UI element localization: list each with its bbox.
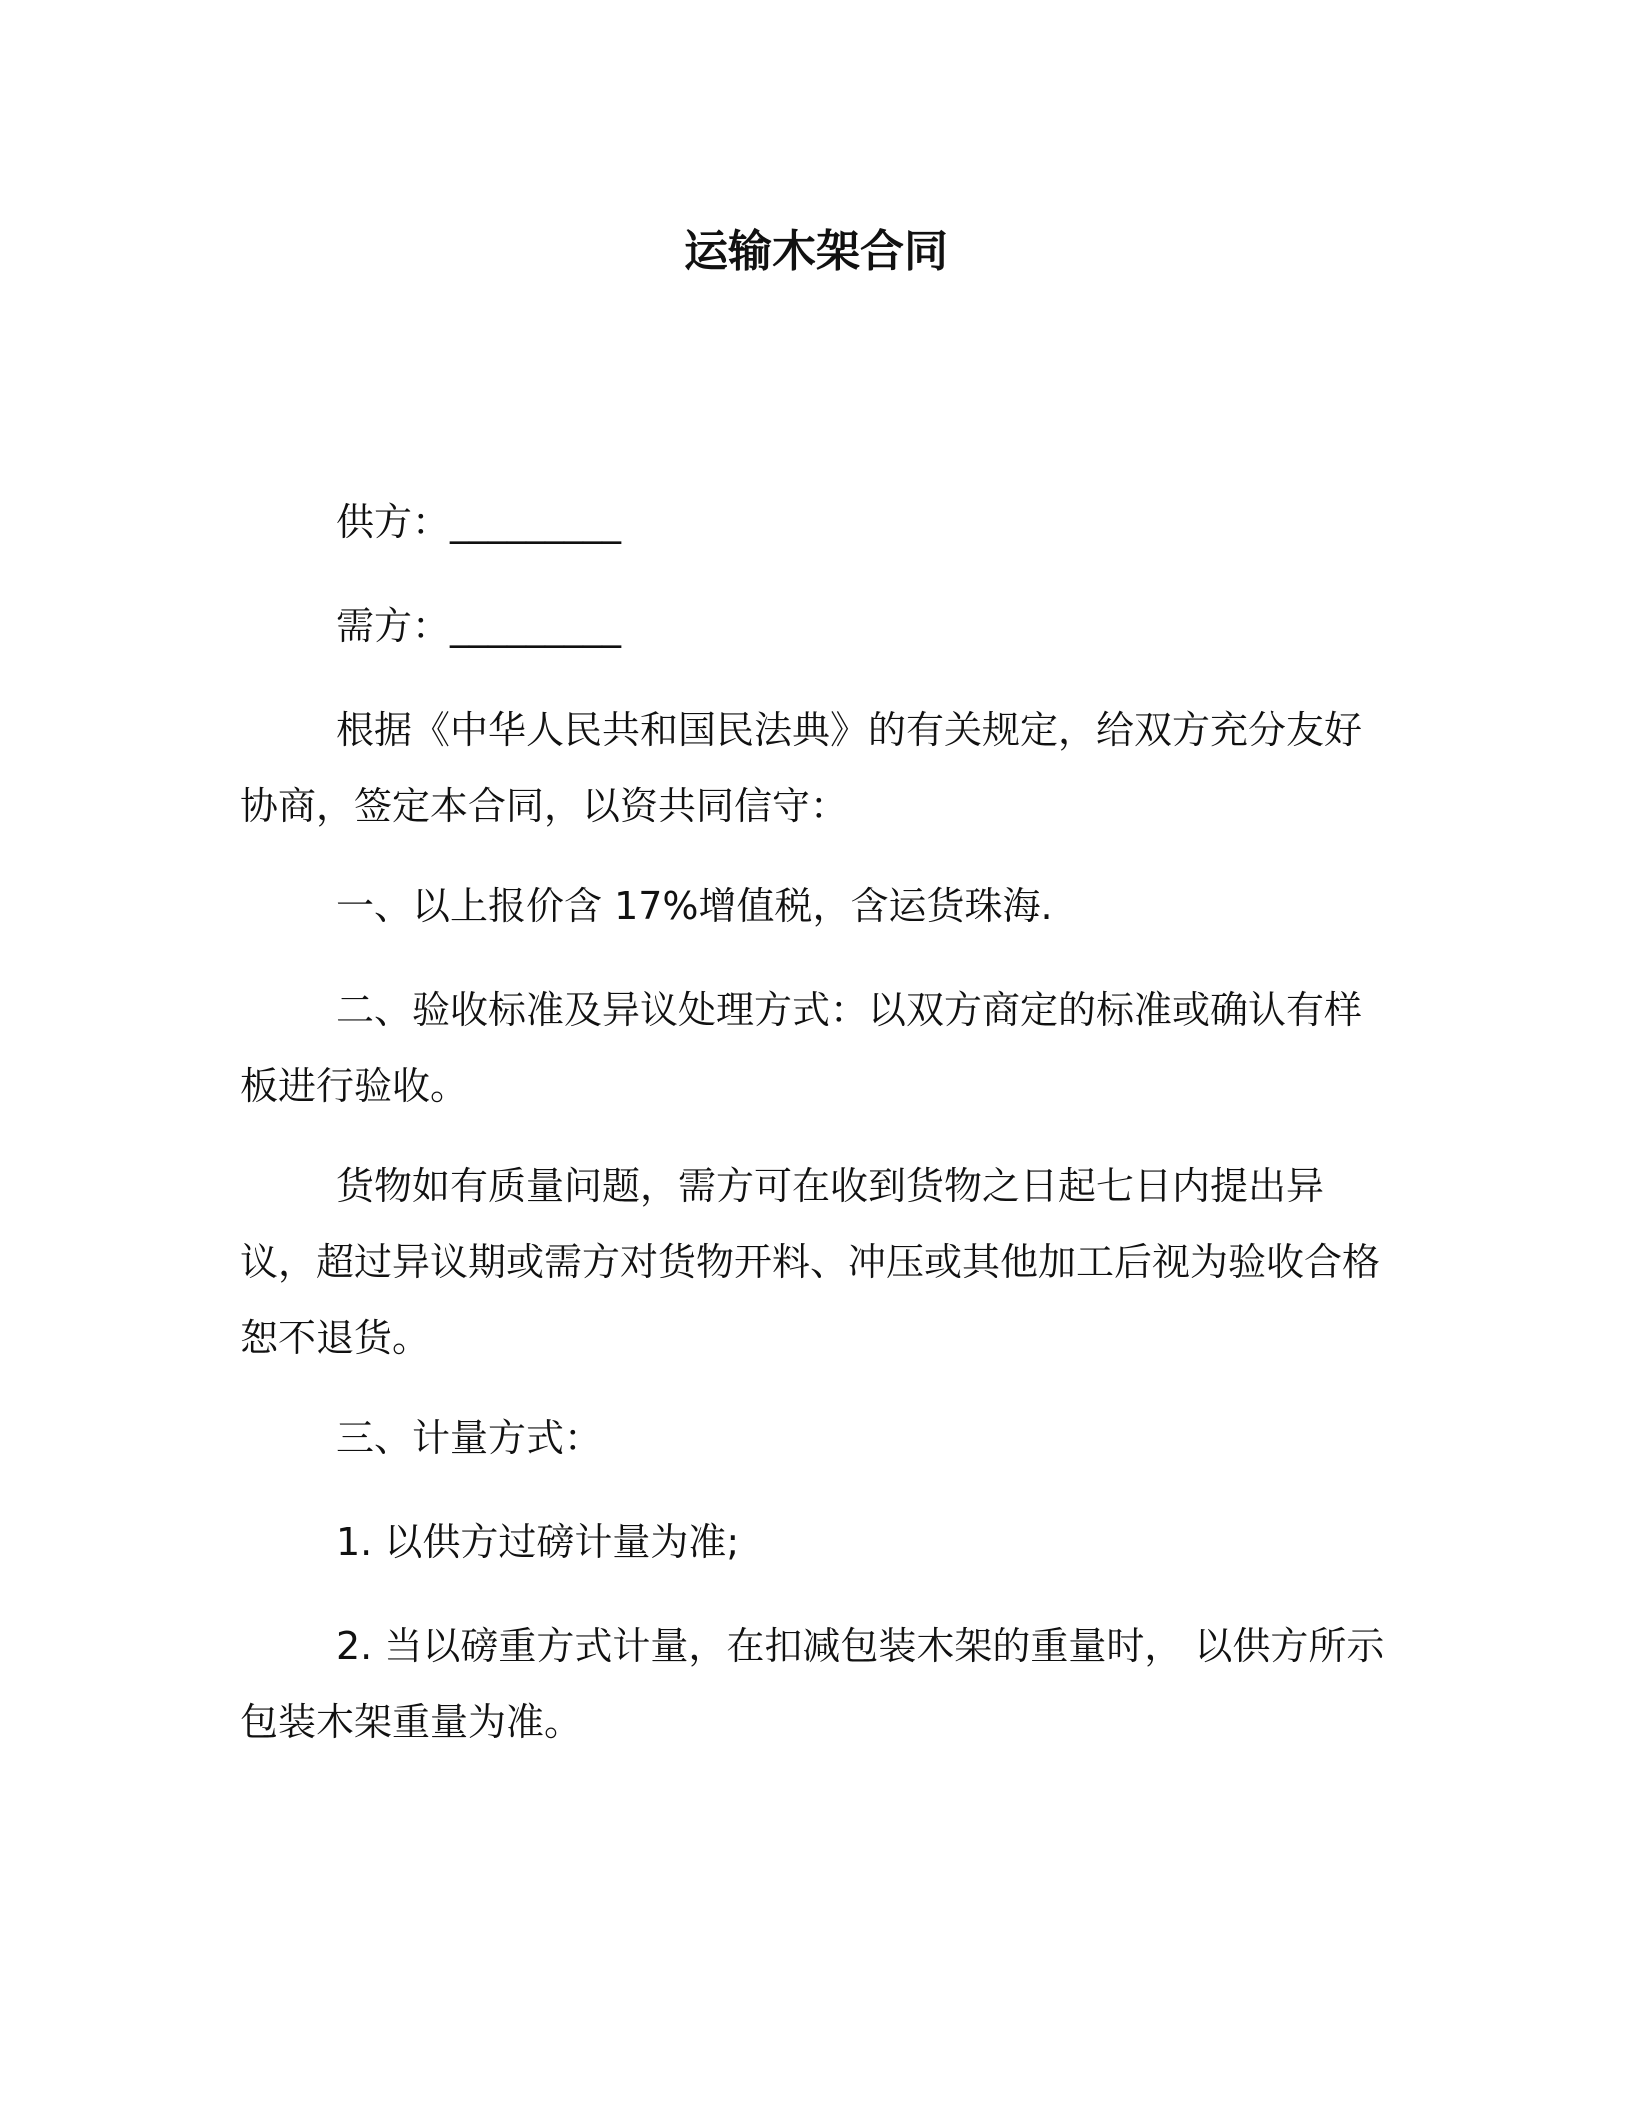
document-title: 运输木架合同 bbox=[684, 226, 948, 277]
clause-1-paragraph: 一、以上报价含 17%增值税，含运货珠海. bbox=[336, 884, 1053, 928]
clause-2-paragraph: 二、验收标准及异议处理方式：以双方商定的标准或确认有样板进行验收。 bbox=[240, 988, 1363, 1108]
buyer-line: 需方：_________ bbox=[336, 604, 622, 648]
measurement-item-1: 1. 以供方过磅计量为准; bbox=[336, 1520, 740, 1564]
clause-3-heading: 三、计量方式： bbox=[336, 1416, 603, 1460]
measurement-item-2: 2. 当以磅重方式计量，在扣减包装木架的重量时， 以供方所示包装木架重量为准。 bbox=[240, 1624, 1385, 1744]
quality-objection-paragraph: 货物如有质量问题，需方可在收到货物之日起七日内提出异议，超过异议期或需方对货物开料、冲压或其他加工后视为验收合格恕不退货。 bbox=[240, 1164, 1381, 1360]
preamble-paragraph: 根据《中华人民共和国民法典》的有关规定，给双方充分友好协商，签定本合同，以资共同信守： bbox=[240, 708, 1363, 828]
supplier-line: 供方：_________ bbox=[336, 500, 622, 544]
